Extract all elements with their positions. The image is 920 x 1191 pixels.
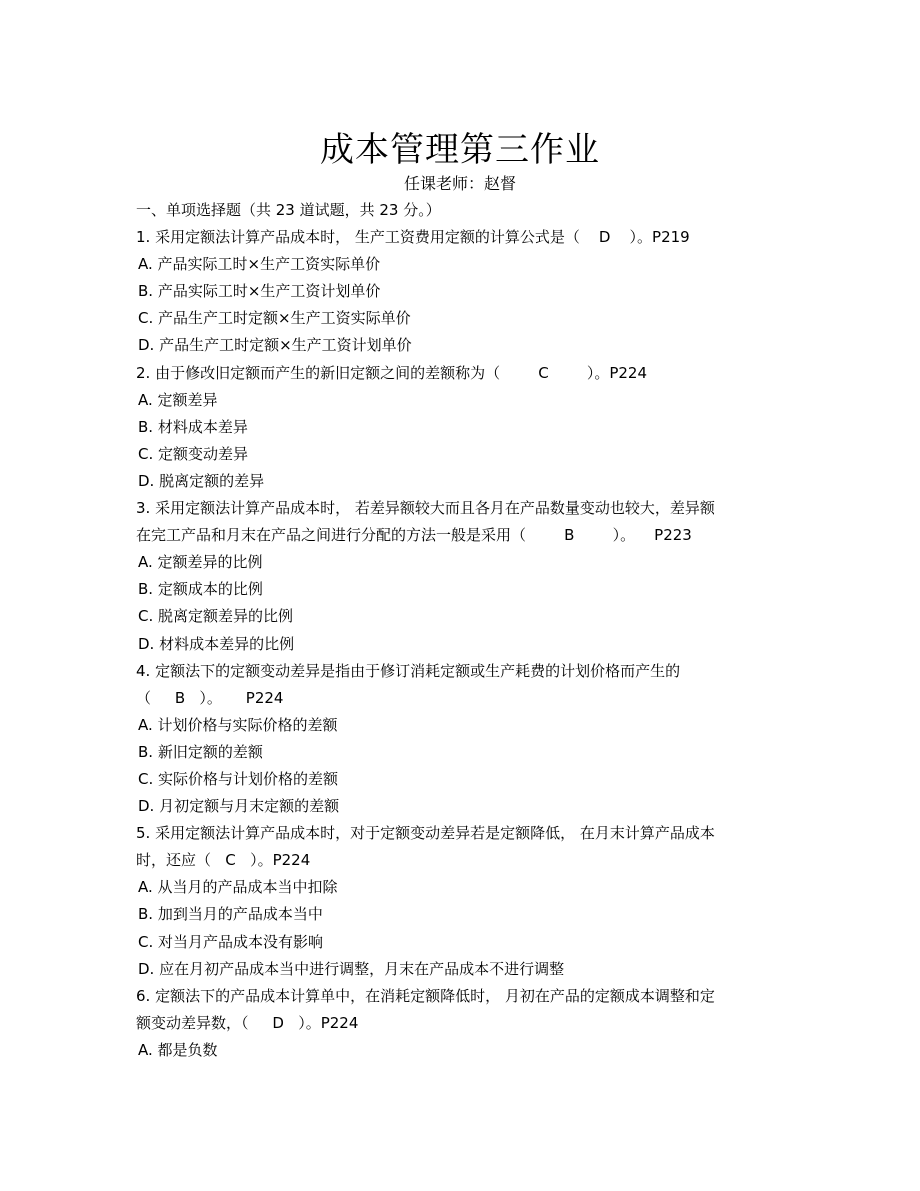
answer-option: D. 脱离定额的差异 — [138, 471, 265, 490]
question-1 — [136, 224, 776, 359]
answer-option: D. 应在月初产品成本当中进行调整，月末在产品成本不进行调整 — [138, 959, 565, 978]
answer-option: C. 定额变动差异 — [138, 444, 249, 463]
question-stem-line: 3. 采用定额法计算产品成本时， 若差异额较大而且各月在产品数量变动也较大，差异额 — [136, 499, 715, 518]
question-6 — [136, 983, 776, 1064]
answer-option: C. 对当月产品成本没有影响 — [138, 932, 324, 951]
question-2 — [136, 360, 776, 495]
answer-option: B. 加到当月的产品成本当中 — [138, 905, 323, 924]
question-stem-line: 额变动差异数，（ D ）。P224 — [136, 1013, 359, 1032]
answer-option: A. 从当月的产品成本当中扣除 — [138, 878, 338, 897]
answer-option: B. 材料成本差异 — [138, 417, 248, 436]
document-title: 成本管理第三作业 — [320, 130, 600, 170]
document-subtitle: 任课老师：赵督 — [403, 174, 516, 193]
question-stem-line: 6. 定额法下的产品成本计算单中，在消耗定额降低时， 月初在产品的定额成本调整和定 — [136, 986, 715, 1005]
answer-option: A. 都是负数 — [138, 1040, 218, 1059]
question-list — [136, 224, 776, 1064]
document-body — [136, 197, 776, 1064]
answer-option: A. 产品实际工时×生产工资实际单价 — [138, 255, 381, 274]
answer-option: B. 产品实际工时×生产工资计划单价 — [138, 282, 381, 301]
question-stem-line: （ B ）。 P224 — [136, 688, 284, 707]
answer-option: A. 计划价格与实际价格的差额 — [138, 715, 338, 734]
question-stem-line: 1. 采用定额法计算产品成本时， 生产工资费用定额的计算公式是（ D ）。P219 — [136, 228, 690, 247]
answer-option: A. 定额差异 — [138, 390, 218, 409]
section-heading: 一、单项选择题（共 23 道试题，共 23 分。） — [136, 201, 441, 219]
answer-option: D. 材料成本差异的比例 — [138, 634, 295, 653]
answer-option: C. 产品生产工时定额×生产工资实际单价 — [138, 309, 411, 328]
answer-option: D. 月初定额与月末定额的差额 — [138, 797, 340, 816]
question-3 — [136, 495, 776, 658]
question-stem-line: 5. 采用定额法计算产品成本时，对于定额变动差异若是定额降低， 在月末计算产品成本 — [136, 824, 715, 843]
answer-option: C. 脱离定额差异的比例 — [138, 607, 294, 626]
answer-option: D. 产品生产工时定额×生产工资计划单价 — [138, 336, 412, 355]
answer-option: B. 定额成本的比例 — [138, 580, 263, 599]
question-5 — [136, 820, 776, 983]
question-stem-line: 2. 由于修改旧定额而产生的新旧定额之间的差额称为（ C ）。P224 — [136, 363, 648, 382]
question-4 — [136, 658, 776, 821]
answer-option: B. 新旧定额的差额 — [138, 742, 263, 761]
answer-option: C. 实际价格与计划价格的差额 — [138, 769, 339, 788]
answer-option: A. 定额差异的比例 — [138, 553, 263, 572]
question-stem-line: 4. 定额法下的定额变动差异是指由于修订消耗定额或生产耗费的计划价格而产生的 — [136, 661, 681, 680]
question-stem-line: 在完工产品和月末在产品之间进行分配的方法一般是采用（ B ）。 P223 — [136, 526, 692, 545]
question-stem-line: 时，还应（ C ）。P224 — [136, 851, 311, 870]
